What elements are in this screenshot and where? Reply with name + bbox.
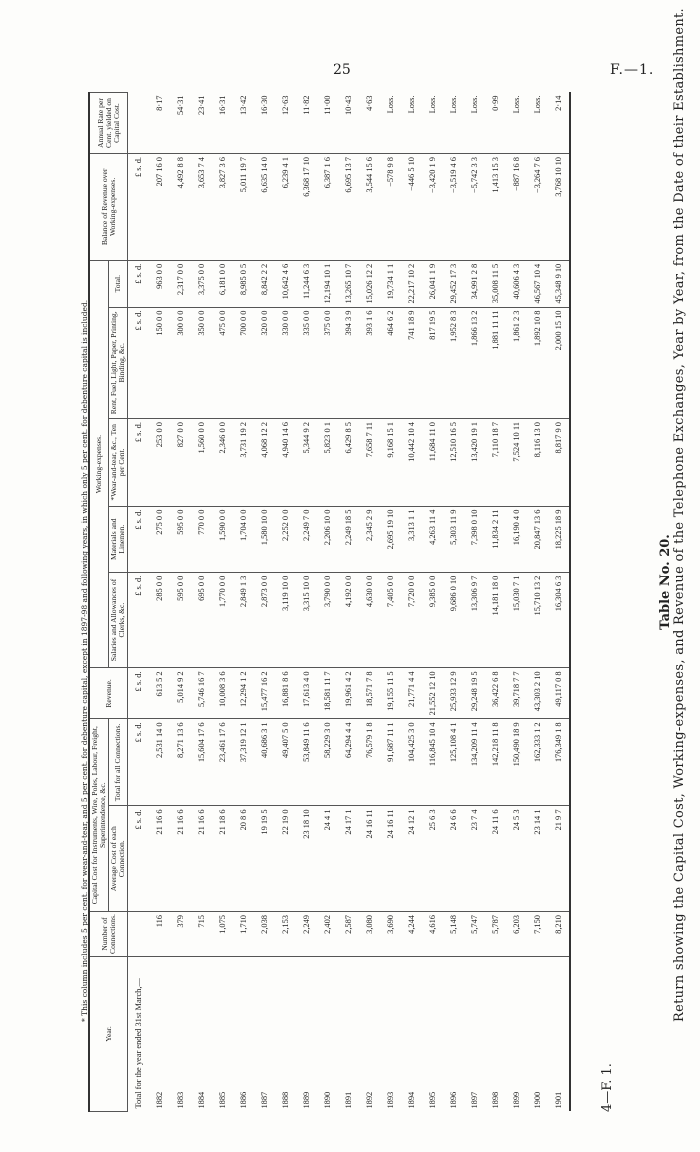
cell-sal: 3,790 0 0 [317,572,338,668]
cell-mat: 770 0 0 [191,506,212,572]
cell-total: 8,842 2 2 [254,260,275,307]
cell-conn: 4,616 [422,912,443,957]
cell-total: 10,642 4 6 [275,260,296,307]
cell-year: 1884 [197,1091,206,1109]
cell-year: 1888 [281,1091,290,1109]
cell-rev: 17,613 4 0 [296,668,317,719]
table-row [212,93,233,1112]
cell-total: 6,181 0 0 [212,260,233,307]
cell-sal: 695 0 0 [191,572,212,668]
table-row [506,93,527,1112]
cell-avg: 24 16 11 [380,806,401,912]
lsd-heading: £ s. d. [128,506,150,572]
cell-year: 1895 [428,1091,437,1109]
table-row [191,93,212,1112]
cell-year: 1883 [176,1091,185,1109]
col-total-all: Total for all Connections. [109,719,128,806]
lsd-heading: £ s. d. [128,307,150,419]
cell-year: 1890 [323,1091,332,1109]
page-title: Return showing the Capital Cost, Working-expenses, and Revenue of the Telephone Exchanges, Year by Year, from the Date of their Establishment. [672,8,687,1022]
col-balance: Balance of Revenue over Working-expenses. [89,154,128,261]
cell-rent: 335 0 0 [296,307,317,419]
cell-tot: 15,604 17 6 [191,719,212,806]
cell-year: 1882 [155,1091,164,1109]
cell-rate: Loss. [422,93,443,154]
cell-rev: 25,933 12 9 [443,668,464,719]
cell-sal: 16,304 6 3 [548,572,570,668]
cell-tot: 104,425 3 0 [401,719,422,806]
cell-year: 1894 [407,1091,416,1109]
cell-sal: 2,849 1 3 [233,572,254,668]
col-salaries: Salaries and Allowances of Clerks, &c. [109,572,128,668]
cell-sal: 285 0 0 [149,572,170,668]
cell-rev: 43,303 2 10 [527,668,548,719]
cell-bal: 3,544 15 6 [359,154,380,261]
cell-wear: 7,110 18 7 [485,419,506,507]
cell-bal: −5,742 3 3 [464,154,485,261]
cell-wear: 2,346 0 0 [212,419,233,507]
cell-rev: 10,008 3 6 [212,668,233,719]
cell-sal: 4,630 0 0 [359,572,380,668]
table-row [338,93,359,1112]
col-year: Year. [89,957,128,1112]
cell-avg: 21 16 6 [191,806,212,912]
cell-mat: 2,249 18 5 [338,506,359,572]
table-row [401,93,422,1112]
cell-mat: 275 0 0 [149,506,170,572]
cell-sal: 13,306 9 7 [464,572,485,668]
cell-tot: 64,294 4 4 [338,719,359,806]
cell-sal: 595 0 0 [170,572,191,668]
table-row [149,93,170,1112]
cell-total: 8,985 0 5 [233,260,254,307]
cell-mat: 1,704 0 0 [233,506,254,572]
col-working-group: Working-expenses. [89,260,109,668]
cell-year: 1893 [386,1091,395,1109]
cell-rev: 5,014 9 2 [170,668,191,719]
cell-sal: 3,315 10 0 [296,572,317,668]
cell-conn: 2,153 [275,912,296,957]
cell-rent: 394 3 9 [338,307,359,419]
cell-wear: 4,940 14 6 [275,419,296,507]
cell-tot: 53,849 11 6 [296,719,317,806]
table-row [380,93,401,1112]
cell-bal: 3,768 10 10 [548,154,570,261]
table-row [170,93,191,1112]
cell-conn: 5,747 [464,912,485,957]
cell-rate: 10·43 [338,93,359,154]
cell-conn: 4,244 [401,912,422,957]
cell-total: 2,317 0 0 [170,260,191,307]
cell-year: 1885 [218,1091,227,1109]
cell-total: 15,026 12 2 [359,260,380,307]
table-row [254,93,275,1112]
return-table-wrapper [88,92,648,1112]
footnote: * This column includes 5 per cent. for wear-and-tear, and 5 per cent. for debenture capital, except in 1897-98 and following years, in which only 5 per cent. for debenture capital is included. [80,299,89,1022]
cell-total: 40,606 4 3 [506,260,527,307]
cell-sal: 9,385 0 0 [422,572,443,668]
cell-wear: 11,684 11 0 [422,419,443,507]
cell-avg: 24 11 6 [485,806,506,912]
cell-tot: 8,271 13 6 [170,719,191,806]
cell-rev: 12,294 1 2 [233,668,254,719]
cell-tot: 76,579 1 8 [359,719,380,806]
return-table [88,92,571,1112]
cell-bal: −3,519 4 6 [443,154,464,261]
lsd-heading: £ s. d. [128,668,150,719]
cell-rent: 375 0 0 [317,307,338,419]
cell-total: 11,244 6 3 [296,260,317,307]
cell-bal: −3,264 7 6 [527,154,548,261]
cell-mat: 2,249 7 0 [296,506,317,572]
cell-tot: 40,686 3 1 [254,719,275,806]
cell-tot: 150,490 18 9 [506,719,527,806]
cell-rent: 2,000 15 10 [548,307,570,419]
cell-sal: 15,030 7 1 [506,572,527,668]
cell-rent: 393 1 6 [359,307,380,419]
cell-mat: 1,580 10 0 [254,506,275,572]
cell-wear: 9,168 15 1 [380,419,401,507]
cell-rev: 19,961 4 2 [338,668,359,719]
cell-rate: 54·31 [170,93,191,154]
cell-rev: 613 5 2 [149,668,170,719]
cell-bal: 6,368 17 10 [296,154,317,261]
cell-avg: 24 6 6 [443,806,464,912]
cell-sal: 1,770 0 0 [212,572,233,668]
cell-year: 1900 [533,1091,542,1109]
cell-total: 19,734 1 1 [380,260,401,307]
cell-bal: −446 5 10 [401,154,422,261]
cell-mat: 20,847 13 6 [527,506,548,572]
lsd-heading: £ s. d. [128,719,150,806]
cell-rate: Loss. [464,93,485,154]
cell-sal: 4,192 0 0 [338,572,359,668]
cell-mat: 595 0 0 [170,506,191,572]
cell-year: 1899 [512,1091,521,1109]
cell-total: 46,567 10 4 [527,260,548,307]
cell-total: 963 0 0 [149,260,170,307]
cell-conn: 715 [191,912,212,957]
cell-avg: 25 6 3 [422,806,443,912]
cell-wear: 8,116 13 0 [527,419,548,507]
table-row [548,93,570,1112]
cell-mat: 7,398 0 10 [464,506,485,572]
cell-avg: 23 7 4 [464,806,485,912]
lsd-heading: £ s. d. [128,806,150,912]
cell-tot: 91,687 11 1 [380,719,401,806]
cell-tot: 125,108 4 1 [443,719,464,806]
cell-rev: 39,718 7 7 [506,668,527,719]
cell-mat: 2,252 0 0 [275,506,296,572]
cell-rent: 1,861 2 3 [506,307,527,419]
cell-sal: 14,181 18 0 [485,572,506,668]
cell-bal: −3,420 1 9 [422,154,443,261]
cell-sal: 9,686 0 10 [443,572,464,668]
cell-wear: 4,068 12 2 [254,419,275,507]
cell-rent: 700 0 0 [233,307,254,419]
col-rate: Annual Rate per Cent. yielded on Capital Cost. [89,93,128,154]
cell-total: 29,452 17 3 [443,260,464,307]
cell-conn: 2,249 [296,912,317,957]
cell-avg: 22 19 0 [275,806,296,912]
cell-conn: 7,150 [527,912,548,957]
col-avg-cost: Average Cost of each Connection. [109,806,128,912]
cell-rent: 464 6 2 [380,307,401,419]
cell-mat: 16,190 4 0 [506,506,527,572]
cell-total: 45,348 9 10 [548,260,570,307]
table-row [464,93,485,1112]
cell-rate: Loss. [401,93,422,154]
cell-tot: 116,845 10 4 [422,719,443,806]
cell-avg: 19 19 5 [254,806,275,912]
cell-mat: 2,695 19 10 [380,506,401,572]
cell-tot: 162,333 1 2 [527,719,548,806]
cell-rate: 8·17 [149,93,170,154]
cell-avg: 23 18 10 [296,806,317,912]
cell-rent: 300 0 0 [170,307,191,419]
cell-conn: 5,787 [485,912,506,957]
cell-tot: 37,319 12 1 [233,719,254,806]
cell-wear: 7,658 7 11 [359,419,380,507]
cell-rate: Loss. [443,93,464,154]
cell-bal: −887 16 8 [506,154,527,261]
cell-tot: 2,531 14 0 [149,719,170,806]
cell-avg: 24 4 1 [317,806,338,912]
cell-sal: 3,119 10 0 [275,572,296,668]
cell-wear: 7,524 10 11 [506,419,527,507]
cell-tot: 49,407 5 0 [275,719,296,806]
cell-conn: 6,203 [506,912,527,957]
cell-conn: 2,038 [254,912,275,957]
table-row [359,93,380,1112]
cell-rate: 12·63 [275,93,296,154]
table-number: Table No. 20. [658,534,673,630]
cell-conn: 1,075 [212,912,233,957]
cell-rev: 18,581 11 7 [317,668,338,719]
cell-avg: 24 16 11 [359,806,380,912]
cell-wear: 5,344 9 2 [296,419,317,507]
cell-rev: 36,422 6 8 [485,668,506,719]
cell-rev: 21,552 12 10 [422,668,443,719]
cell-avg: 23 14 1 [527,806,548,912]
lsd-heading: £ s. d. [128,572,150,668]
cell-wear: 12,510 16 5 [443,419,464,507]
table-body [128,93,571,1112]
cell-bal: 3,827 3 6 [212,154,233,261]
lsd-heading: £ s. d. [128,154,150,261]
cell-bal: 5,011 19 7 [233,154,254,261]
cell-wear: 3,731 19 2 [233,419,254,507]
cell-conn: 8,210 [548,912,570,957]
table-row [233,93,254,1112]
cell-conn: 379 [170,912,191,957]
cell-total: 13,265 10 7 [338,260,359,307]
cell-total: 34,991 2 8 [464,260,485,307]
cell-rent: 1,952 8 3 [443,307,464,419]
cell-year: 1896 [449,1091,458,1109]
cell-sal: 15,710 13 2 [527,572,548,668]
cell-rate: 0·99 [485,93,506,154]
cell-rent: 1,881 11 11 [485,307,506,419]
cell-mat: 2,345 2 9 [359,506,380,572]
cell-mat: 1,590 0 0 [212,506,233,572]
cell-bal: 1,413 15 3 [485,154,506,261]
col-materials: Materials and Linemen. [109,506,128,572]
cell-rev: 15,477 16 2 [254,668,275,719]
table-row [443,93,464,1112]
cell-conn: 2,587 [338,912,359,957]
cell-avg: 24 12 1 [401,806,422,912]
cell-conn: 3,690 [380,912,401,957]
side-label: 4—F. 1. [600,1063,615,1112]
lsd-heading: £ s. d. [128,260,150,307]
cell-rent: 350 0 0 [191,307,212,419]
cell-rent: 330 0 0 [275,307,296,419]
table-row [275,93,296,1112]
cell-total: 35,008 11 5 [485,260,506,307]
cell-bal: 6,387 1 6 [317,154,338,261]
cell-rent: 1,866 13 2 [464,307,485,419]
cell-wear: 13,420 19 1 [464,419,485,507]
cell-rent: 475 0 0 [212,307,233,419]
page-number: 25 [333,62,351,78]
cell-rate: 11·82 [296,93,317,154]
cell-wear: 6,429 8 5 [338,419,359,507]
cell-rent: 1,892 10 8 [527,307,548,419]
cell-bal: 207 16 0 [149,154,170,261]
cell-rate: Loss. [380,93,401,154]
cell-wear: 5,823 0 1 [317,419,338,507]
cell-mat: 18,225 18 9 [548,506,570,572]
cell-rate: 16·31 [212,93,233,154]
cell-total: 3,375 0 0 [191,260,212,307]
cell-conn: 2,402 [317,912,338,957]
cell-year: 1889 [302,1091,311,1109]
cell-rent: 741 18 9 [401,307,422,419]
table-row [422,93,443,1112]
cell-sal: 7,720 0 0 [401,572,422,668]
cell-total: 26,041 1 9 [422,260,443,307]
cell-mat: 5,303 11 9 [443,506,464,572]
cell-mat: 2,206 10 0 [317,506,338,572]
cell-rev: 49,117 0 8 [548,668,570,719]
total-label: Total for the year ended 31st March,— [134,978,143,1109]
cell-mat: 4,263 11 4 [422,506,443,572]
cell-rate: 13·42 [233,93,254,154]
cell-tot: 134,209 11 4 [464,719,485,806]
cell-wear: 10,442 10 4 [401,419,422,507]
cell-rev: 5,746 16 7 [191,668,212,719]
cell-tot: 58,229 3 0 [317,719,338,806]
cell-conn: 116 [149,912,170,957]
cell-wear: 8,817 9 0 [548,419,570,507]
cell-mat: 11,834 2 11 [485,506,506,572]
cell-rate: 4·63 [359,93,380,154]
cell-rate: 23·41 [191,93,212,154]
cell-rate: 2·14 [548,93,570,154]
cell-year: 1897 [470,1091,479,1109]
cell-rev: 19,155 11 5 [380,668,401,719]
cell-year: 1892 [365,1091,374,1109]
cell-rate: Loss. [527,93,548,154]
col-wear: *Wear-and-tear, &c., Ten per Cent. [109,419,128,507]
cell-bal: −578 9 8 [380,154,401,261]
cell-rev: 18,571 7 8 [359,668,380,719]
cell-wear: 1,560 0 0 [191,419,212,507]
cell-bal: 6,239 4 1 [275,154,296,261]
cell-tot: 142,218 11 8 [485,719,506,806]
cell-year: 1898 [491,1091,500,1109]
cell-mat: 3,313 1 1 [401,506,422,572]
cell-sal: 2,873 0 0 [254,572,275,668]
cell-rev: 29,248 19 5 [464,668,485,719]
cell-sal: 7,405 0 0 [380,572,401,668]
cell-bal: 6,695 13 7 [338,154,359,261]
col-total: Total. [109,260,128,307]
cell-avg: 24 17 1 [338,806,359,912]
cell-conn: 1,710 [233,912,254,957]
cell-rev: 21,771 4 4 [401,668,422,719]
cell-total: 12,194 10 1 [317,260,338,307]
cell-wear: 253 0 0 [149,419,170,507]
col-rent: Rent, Fuel, Light, Paper, Printing, Binding, &c. [109,307,128,419]
cell-rate: Loss. [506,93,527,154]
cell-wear: 827 0 0 [170,419,191,507]
cell-bal: 3,653 7 4 [191,154,212,261]
cell-bal: 4,492 8 8 [170,154,191,261]
table-row [296,93,317,1112]
table-row [317,93,338,1112]
col-revenue: Revenue. [89,668,128,719]
cell-conn: 5,148 [443,912,464,957]
cell-year: 1886 [239,1091,248,1109]
cell-bal: 6,635 14 0 [254,154,275,261]
cell-rate: 16·30 [254,93,275,154]
col-capital-group: Capital Cost for Instruments, Wire, Poles, Labour, Freight, Superintendence, &c. [89,719,109,912]
lsd-heading: £ s. d. [128,419,150,507]
table-row [485,93,506,1112]
cell-avg: 24 5 3 [506,806,527,912]
cell-rent: 320 0 0 [254,307,275,419]
cell-year: 1891 [344,1091,353,1109]
cell-rent: 150 0 0 [149,307,170,419]
cell-rent: 817 19 5 [422,307,443,419]
cell-avg: 21 16 6 [149,806,170,912]
cell-rate: 11·00 [317,93,338,154]
cell-avg: 21 9 7 [548,806,570,912]
cell-tot: 23,461 17 6 [212,719,233,806]
cell-tot: 176,349 1 8 [548,719,570,806]
cell-avg: 20 8 6 [233,806,254,912]
cell-avg: 21 18 6 [212,806,233,912]
cell-conn: 3,080 [359,912,380,957]
cell-year: 1901 [548,957,570,1112]
cell-rev: 16,881 8 6 [275,668,296,719]
cell-total: 22,217 10 2 [401,260,422,307]
series-label: F.—1. [610,62,655,78]
col-connections: Number of Connections. [89,912,128,957]
table-row [527,93,548,1112]
cell-year: 1887 [260,1091,269,1109]
cell-avg: 21 16 6 [170,806,191,912]
